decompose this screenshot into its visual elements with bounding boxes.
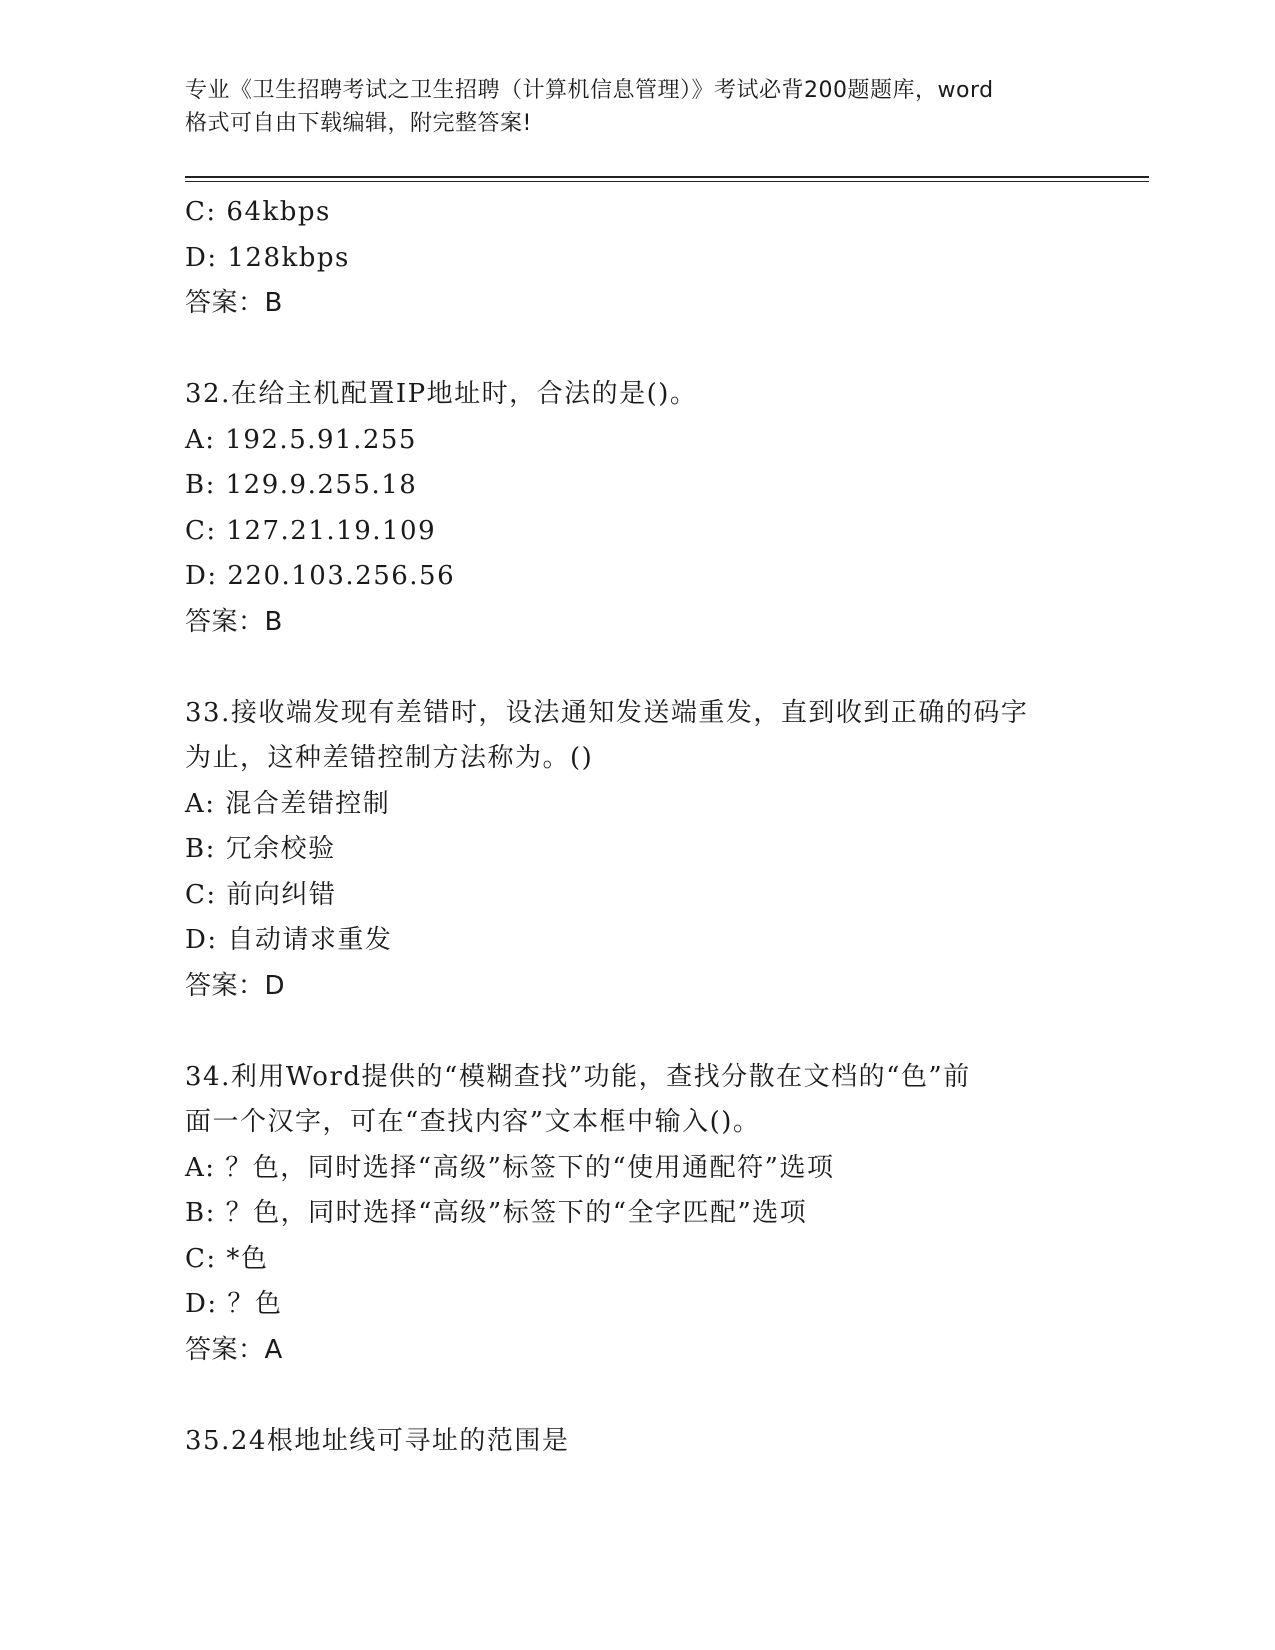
answer-line: 答案：A	[185, 1334, 283, 1365]
question-stem: 32.在给主机配置IP地址时，合法的是()。	[185, 379, 698, 409]
option-line: D: 自动请求重发	[185, 925, 393, 955]
question-stem: 为止，这种差错控制方法称为。()	[185, 743, 594, 773]
option-line: A: 混合差错控制	[185, 788, 391, 819]
document-header	[185, 74, 1085, 140]
option-line: B: 129.9.255.18	[185, 470, 418, 500]
option-line: D: 220.103.256.56	[185, 561, 456, 591]
option-line: C: *色	[185, 1243, 269, 1274]
option-line: D: 128kbps	[185, 242, 350, 273]
question-stem: 33.接收端发现有差错时，设法通知发送端重发，直到收到正确的码字	[185, 697, 1029, 728]
question-stem: 35.24根地址线可寻址的范围是	[185, 1425, 570, 1456]
header-divider-thick	[185, 176, 1149, 178]
question-stem: 面一个汉字，可在“查找内容”文本框中输入()。	[185, 1107, 761, 1137]
answer-line: 答案：B	[185, 288, 283, 318]
option-line: D: ？色	[185, 1289, 283, 1319]
header-line-2: 格式可自由下载编辑，附完整答案!	[185, 111, 532, 136]
option-line: B: ？色，同时选择“高级”标签下的“全字匹配”选项	[185, 1198, 808, 1228]
option-line: B: 冗余校验	[185, 834, 336, 864]
header-divider-thin	[185, 181, 1149, 182]
spacer	[185, 1009, 1085, 1055]
spacer	[185, 645, 1085, 691]
question-stem: 34.利用Word提供的“模糊查找”功能，查找分散在文档的“色”前	[185, 1061, 971, 1092]
spacer	[185, 327, 1085, 373]
option-line: C: 127.21.19.109	[185, 515, 437, 546]
option-line: C: 前向纠错	[185, 879, 337, 910]
answer-line: 答案：B	[185, 606, 283, 637]
answer-line: 答案：D	[185, 970, 286, 1001]
spacer	[185, 1373, 1085, 1419]
question-content	[185, 190, 1085, 1464]
header-line-1: 专业《卫生招聘考试之卫生招聘（计算机信息管理）》考试必背200题题库，word	[185, 78, 994, 103]
option-line: A: ？色，同时选择“高级”标签下的“使用通配符”选项	[185, 1152, 835, 1183]
option-line: C: 64kbps	[185, 197, 331, 227]
option-line: A: 192.5.91.255	[185, 424, 417, 455]
